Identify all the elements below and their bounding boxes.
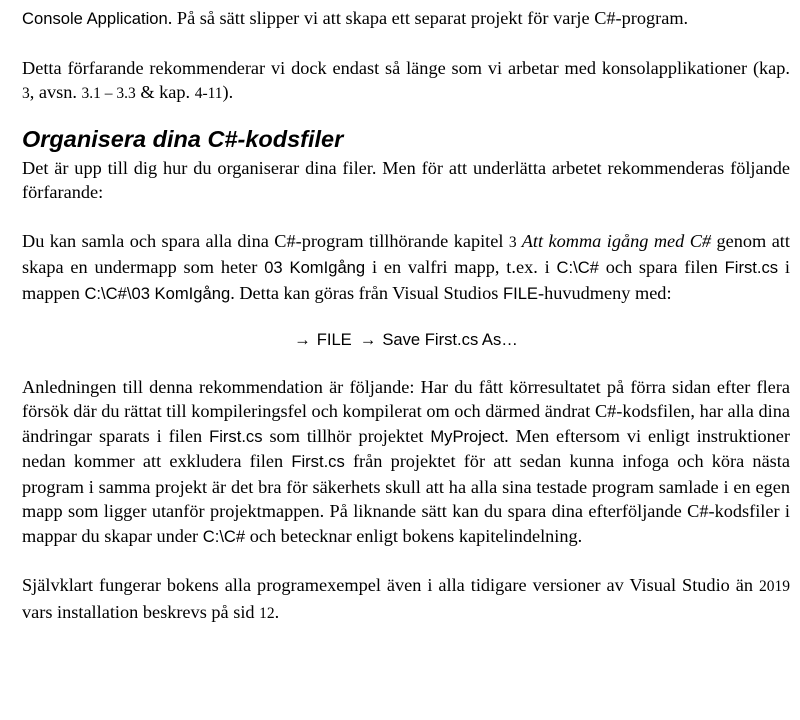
chapter-number: 3 [508,233,517,251]
menu-item-file: FILE [316,330,352,349]
menu-path [22,328,790,353]
text: Du kan samla och spara alla dina C#-program tillhörande kapitel [22,230,509,251]
file-name: First.cs [291,452,345,471]
term-console-application: Console Application [22,9,168,28]
version-year: 2019 [759,578,790,595]
project-name: MyProject [430,426,505,446]
text: & kap. [135,82,195,102]
text: i en valfri mapp, t.ex. i [365,257,557,277]
text: i mappen [22,257,790,303]
text: ). [222,82,234,102]
chapter-title: Att komma igång med C# [516,230,712,251]
paragraph-reasoning [22,375,790,550]
text: som tillhör projektet [262,425,431,446]
path-root: C:\C# [556,258,599,277]
paragraph-intro: Det är upp till dig hur du organiserar dina filer. Men för att underlätta arbetet rekommenderas följande förfarande: [22,157,790,202]
paragraph-console-app [22,6,790,32]
text: . Detta kan göras från Visual Studios [230,282,503,303]
path-root: C:\C# [202,526,246,546]
menu-name: FILE [502,283,538,303]
arrow-right-icon: → [359,330,377,349]
text: och betecknar enligt bokens kapitelindelning. [245,525,583,546]
text: . På så sätt slipper vi att skapa ett separat projekt för varje C#-program. [167,8,689,28]
path-folder: C:\C#\03 KomIgång [84,283,231,303]
folder-name: 03 KomIgång [264,258,366,277]
chapter-number: 3 [22,85,30,102]
document-page [22,6,790,650]
file-name: First.cs [209,426,263,446]
text: -huvudmeny med: [538,282,672,303]
text: från projektet för att sedan kunna infoga och köra nästa program i samma projekt är det bra för säkerhets skull att ha alla sina testade program samlade i en egen mapp som ligger utanför projektmappen. På liknande sätt kan du spara dina efterföljande C#-kodsfiler i mappar du skapar under [22,451,790,546]
arrow-right-icon: → [294,330,311,349]
file-name: First.cs [724,258,779,277]
text: Anledningen till denna rekommendation är följande: Har du fått körresultatet på förra sidan efter flera försök där du rättat till kompileringsfel och kompilerat om och därmed ändrat C#-kodsfilen, har alla dina ändringar sparats i filen [22,376,790,446]
chapter-range: 4-11 [194,85,223,102]
text: vars installation beskrevs på sid [22,601,260,622]
text: . [274,601,280,622]
paragraph-compatibility [22,573,790,626]
text: . Men eftersom vi enligt instruktioner nedan kommer att exkludera filen [22,425,791,471]
paragraph-recommendation-scope [22,56,790,107]
page-number: 12 [259,604,275,622]
menu-item-save-as: Save First.cs As… [382,330,518,349]
text: Detta förfarande rekommenderar vi dock endast så länge som vi arbetar med konsolapplikationer (kap. [22,57,790,78]
text: genom att skapa en undermapp som heter [22,230,790,277]
text: och spara filen [598,257,725,277]
paragraph-folder-instructions [22,229,790,307]
text: , avsn. [29,82,82,102]
section-range: 3.1 – 3.3 [81,85,136,102]
text: Självklart fungerar bokens alla programexempel även i alla tidigare versioner av Visual Studio än [22,575,759,595]
section-heading: Organisera dina C#-kodsfiler [22,125,344,152]
